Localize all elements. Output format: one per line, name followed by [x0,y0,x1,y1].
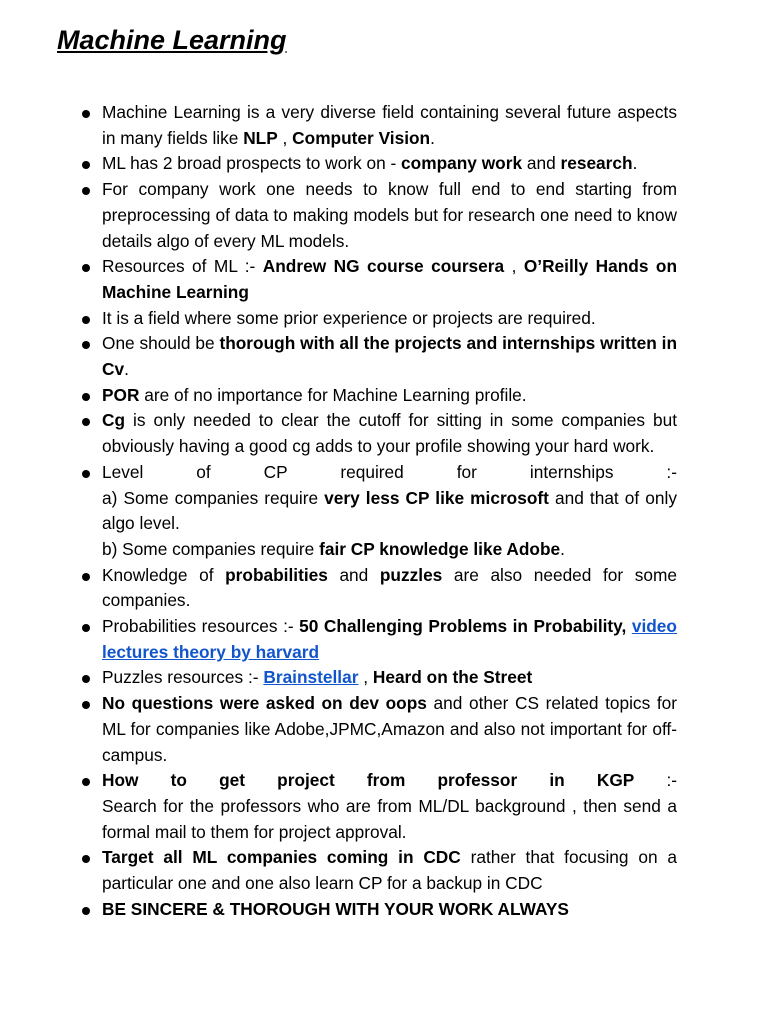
bold-text: puzzles [379,564,443,585]
bullet-line [102,486,677,537]
bold-text: Andrew NG course coursera [262,256,505,277]
bold-text: fair CP knowledge like Adobe [319,538,561,559]
text-segment: Machine Learning is a very diverse field containing several future aspects in many fields like [102,102,677,148]
bullet-dot-icon [82,393,90,401]
text-segment: and that of only algo level. [102,487,677,534]
bullet-dot-icon [82,161,90,169]
text-segment: b) Some companies require [102,538,320,559]
bullet-item [102,460,677,563]
text-segment: :- [634,770,678,791]
text-segment: Knowledge of [102,564,226,585]
text-segment: and other CS related topics for ML for companies like Adobe,JPMC,Amazon and also not important for off-campus. [102,693,677,765]
text-segment: For company work one needs to know full end to end starting from preprocessing of data to making models but for research one need to know details algo of every ML models. [102,179,677,251]
bullet-line [102,460,677,486]
text-segment: . [430,127,435,148]
bullet-item [102,100,677,151]
text-segment: Resources of ML :- [102,256,263,277]
bold-text: NLP [243,127,278,148]
bold-text: BE SINCERE & THOROUGH WITH YOUR WORK ALWAYS [102,898,569,919]
bullet-item [102,691,677,768]
text-segment: are of no importance for Machine Learning profile. [139,384,527,405]
bullet-item [102,383,677,409]
text-segment: . [560,538,565,559]
bold-text: 50 Challenging Problems in Probability, [299,616,627,637]
bullet-dot-icon [82,187,90,195]
text-segment: Search for the professors who are from ML/DL background , then send a formal mail to them for project approval. [102,795,677,842]
text-segment: ML has 2 broad prospects to work on - [102,153,402,174]
bullet-item [102,665,677,691]
bullet-dot-icon [82,778,90,786]
text-segment: and [327,564,380,585]
text-segment: Level of CP required for internships :- [102,461,677,482]
resource-link[interactable]: Brainstellar [263,667,359,688]
bold-text: POR [102,384,140,405]
bold-text: research [560,153,633,174]
bullet-dot-icon [82,418,90,426]
bullet-item [102,408,677,459]
text-segment: One should be [102,333,220,354]
bullet-list [102,100,677,923]
bold-text: Target all ML companies coming in CDC [102,847,461,868]
bullet-line [102,768,677,794]
bold-text: Cg [102,410,126,431]
bullet-item [102,897,677,923]
bold-text: very less CP like microsoft [324,487,549,508]
text-segment: , [277,127,293,148]
bold-text: thorough with all the projects and internships written in Cv [102,333,678,380]
text-segment: . [632,153,638,174]
bold-text: How to get project from professor in KGP [102,770,635,791]
bullet-dot-icon [82,316,90,324]
bullet-item [102,254,677,305]
bullet-item [102,151,677,177]
bold-text: Computer Vision [292,127,431,148]
bullet-dot-icon [82,573,90,581]
bullet-item [102,563,677,614]
bullet-dot-icon [82,470,90,478]
text-segment: a) Some companies require [102,487,325,508]
page-title: Machine Learning [57,25,287,55]
bullet-dot-icon [82,110,90,118]
resource-link[interactable]: video lectures theory by harvard [102,616,677,662]
bullet-item [102,768,677,845]
bullet-item [102,614,677,665]
bullet-item [102,306,677,332]
bold-text: O’Reilly Hands on Machine Learning [102,256,678,302]
bold-text: No questions were asked on dev oops [102,693,427,714]
text-segment: . [124,359,129,380]
text-segment: It is a field where some prior experience or projects are required. [102,307,596,328]
bold-text: Heard on the Street [372,667,533,688]
bold-text: company work [401,153,523,174]
text-segment: is only needed to clear the cutoff for sitting in some companies but obviously having a good cg adds to your profile showing your hard work. [102,410,677,457]
bullet-item [102,845,677,896]
text-segment: and [522,153,561,174]
text-segment: Probabilities resources :- [102,616,300,637]
bullet-dot-icon [82,907,90,915]
text-segment: , [504,256,524,277]
bullet-dot-icon [82,701,90,709]
text-segment: rather that focusing on a particular one and one also learn CP for a backup in CDC [102,847,677,894]
bullet-dot-icon [82,341,90,349]
bullet-line [102,794,677,845]
bullet-item [102,177,677,254]
text-segment: are also needed for some companies. [102,564,678,611]
bullet-dot-icon [82,624,90,632]
bullet-item [102,331,677,382]
bullet-dot-icon [82,855,90,863]
text-segment: Puzzles resources :- [102,667,264,688]
bullet-dot-icon [82,264,90,272]
text-segment: , [358,667,373,688]
bullet-line [102,537,677,563]
bullet-dot-icon [82,675,90,683]
bold-text: probabilities [225,564,328,585]
